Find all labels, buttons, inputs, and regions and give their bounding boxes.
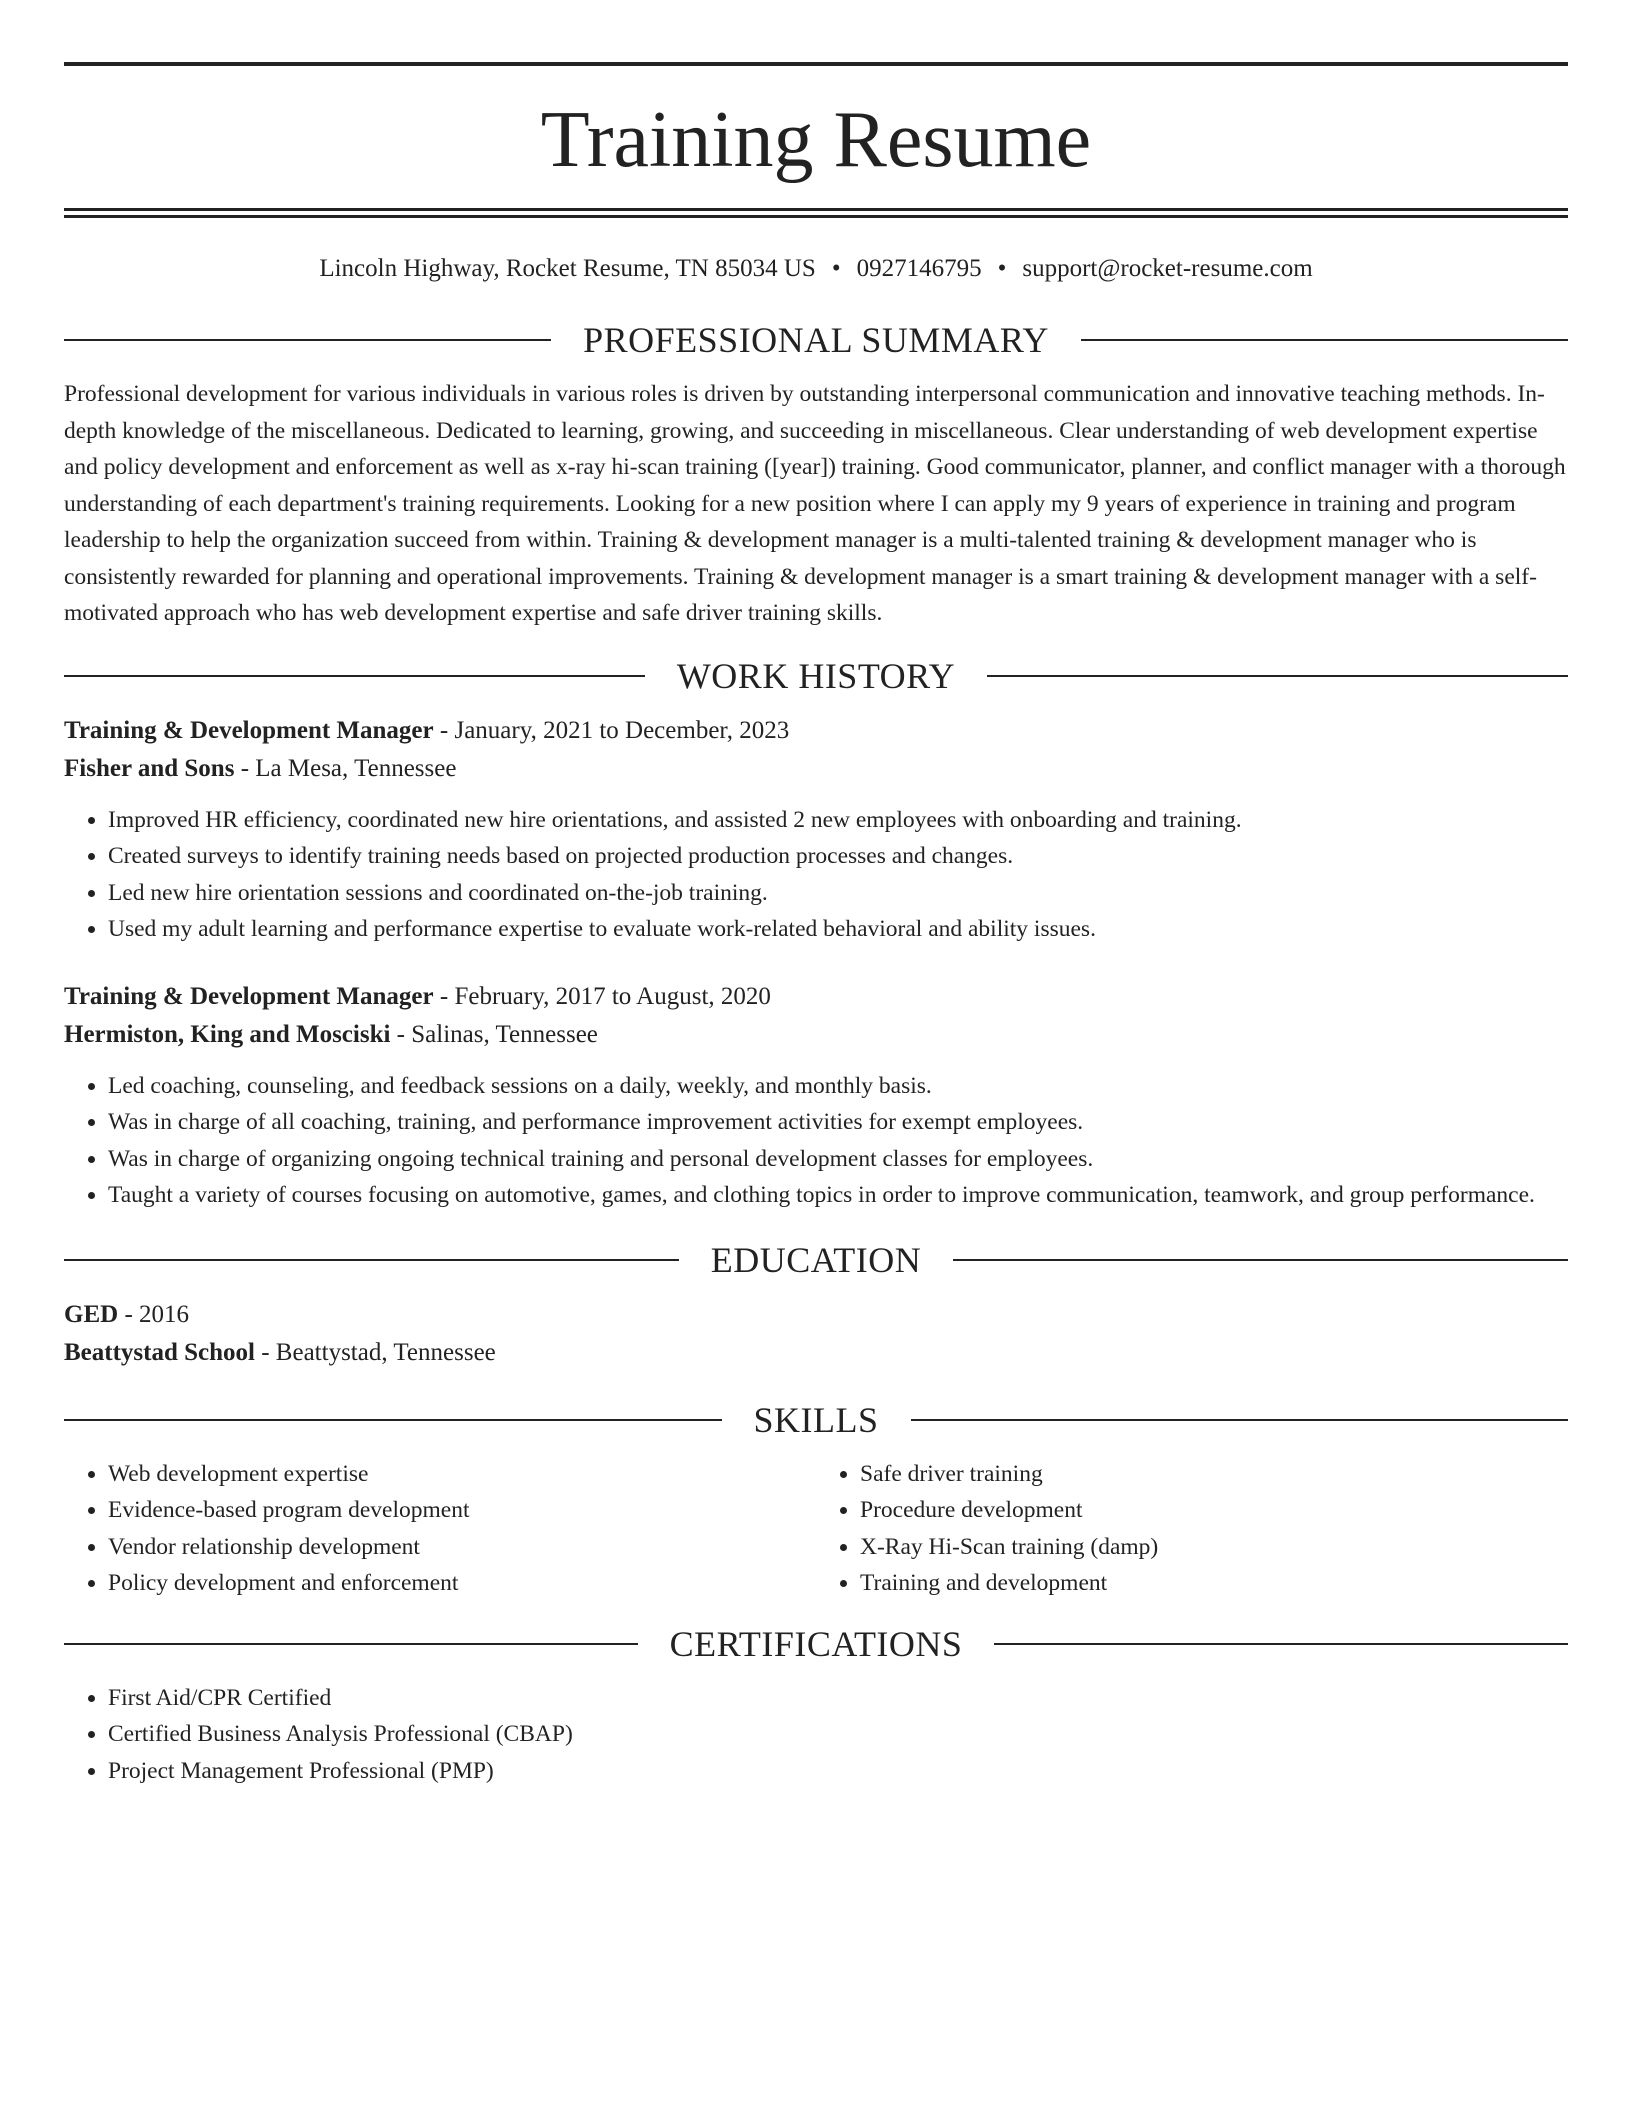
section-title-work: WORK HISTORY [676, 655, 956, 696]
divider-line [64, 1419, 722, 1421]
education-degree: GED [64, 1300, 119, 1328]
education-school: Beattystad School [64, 1338, 255, 1366]
section-header-skills [64, 1399, 1568, 1440]
list-item: • Improved HR efficiency, coordinated new hire orientations, and assisted 2 new employees with onboarding and training. [108, 802, 1568, 839]
list-item: • Was in charge of organizing ongoing technical training and personal development classes for employees. [108, 1141, 1568, 1178]
resume-title: Training Resume [540, 96, 1092, 184]
section-title-certifications: CERTIFICATIONS [669, 1623, 963, 1664]
section-title-summary: PROFESSIONAL SUMMARY [583, 320, 1049, 360]
certifications-list [64, 1680, 1568, 1790]
section-header-certifications [64, 1623, 1568, 1664]
skill-item: • X-Ray Hi-Scan training (damp) [860, 1529, 1568, 1566]
list-item: • Led coaching, counseling, and feedback sessions on a daily, weekly, and monthly basis. [108, 1068, 1568, 1105]
divider-line [911, 1419, 1569, 1421]
skills-columns [64, 1456, 1568, 1602]
education-degree-line [64, 1296, 1568, 1334]
job-title-line [64, 978, 1568, 1016]
divider-line [64, 1259, 679, 1261]
contact-separator: • [831, 255, 841, 282]
list-item: • Was in charge of all coaching, training, and performance improvement activities for exempt employees. [108, 1104, 1568, 1141]
certification-item: • Certified Business Analysis Professional (CBAP) [108, 1716, 1568, 1753]
section-header-education [64, 1239, 1568, 1280]
divider-line [64, 675, 645, 677]
list-item: • Taught a variety of courses focusing on automotive, games, and clothing topics in order to improve communication, teamwork, and group performance. [108, 1177, 1568, 1214]
job-dates: - February, 2017 to August, 2020 [433, 982, 771, 1010]
skills-list-right [816, 1456, 1568, 1602]
contact-address: Lincoln Highway, Rocket Resume, TN 85034 US [319, 255, 816, 282]
skill-item: • Evidence-based program development [108, 1492, 816, 1529]
job-entry [64, 978, 1568, 1214]
list-item: • Led new hire orientation sessions and coordinated on-the-job training. [108, 875, 1568, 912]
section-title-skills: SKILLS [753, 1399, 879, 1440]
education-location: - Beattystad, Tennessee [254, 1338, 496, 1366]
education-year: - 2016 [118, 1300, 190, 1328]
job-bullets [64, 1068, 1568, 1214]
contact-separator: • [997, 255, 1007, 282]
job-company: Fisher and Sons [64, 754, 235, 782]
job-title-line [64, 712, 1568, 750]
contact-email: support@rocket-resume.com [1022, 255, 1313, 282]
job-location: - Salinas, Tennessee [390, 1020, 598, 1048]
divider-line [987, 675, 1568, 677]
divider-line [64, 339, 551, 341]
summary-text: Professional development for various individuals in various roles is driven by outstanding interpersonal communication and innovative teaching methods. In-depth knowledge of the miscellaneous. Dedicated to learning, growing, and succeeding in miscellaneous. Clear understanding of web development expertise and policy development and enforcement as well as x-ray hi-scan training ([year]) training. Good communicator, planner, and conflict manager with a thorough understanding of each department's training requirements. Looking for a new position where I can apply my 9 years of experience in training and program leadership to help the organization succeed from within. Training & development manager is a multi-talented training & development manager who is consistently rewarded for planning and operational improvements. Training & development manager is a smart training & development manager with a self-motivated approach who has web development expertise and safe driver training skills. [64, 381, 1566, 626]
certification-item: • First Aid/CPR Certified [108, 1680, 1568, 1717]
contact-line [64, 254, 1568, 284]
section-title-education: EDUCATION [710, 1239, 922, 1280]
section-header-work [64, 655, 1568, 696]
job-entry [64, 712, 1568, 948]
skill-item: • Safe driver training [860, 1456, 1568, 1493]
divider-line [994, 1643, 1568, 1645]
skill-item: • Policy development and enforcement [108, 1565, 816, 1602]
job-location: - La Mesa, Tennessee [234, 754, 457, 782]
skill-item: • Procedure development [860, 1492, 1568, 1529]
title-double-rule [64, 208, 1568, 218]
job-company-line [64, 1016, 1568, 1054]
education-school-line [64, 1334, 1568, 1372]
job-title: Training & Development Manager [64, 716, 434, 744]
list-item: • Used my adult learning and performance expertise to evaluate work-related behavioral and ability issues. [108, 911, 1568, 948]
top-rule [64, 62, 1568, 66]
skills-list-left [64, 1456, 816, 1602]
divider-line [64, 1643, 638, 1645]
list-item: • Created surveys to identify training needs based on projected production processes and changes. [108, 838, 1568, 875]
contact-phone: 0927146795 [856, 255, 982, 282]
job-bullets [64, 802, 1568, 948]
job-company: Hermiston, King and Mosciski [64, 1020, 391, 1048]
skill-item: • Web development expertise [108, 1456, 816, 1493]
skill-item: • Vendor relationship development [108, 1529, 816, 1566]
section-header-summary [64, 322, 1568, 358]
divider-line [1081, 339, 1568, 341]
job-title: Training & Development Manager [64, 982, 434, 1010]
skill-item: • Training and development [860, 1565, 1568, 1602]
job-company-line [64, 750, 1568, 788]
job-dates: - January, 2021 to December, 2023 [433, 716, 790, 744]
certification-item: • Project Management Professional (PMP) [108, 1753, 1568, 1790]
divider-line [953, 1259, 1568, 1261]
